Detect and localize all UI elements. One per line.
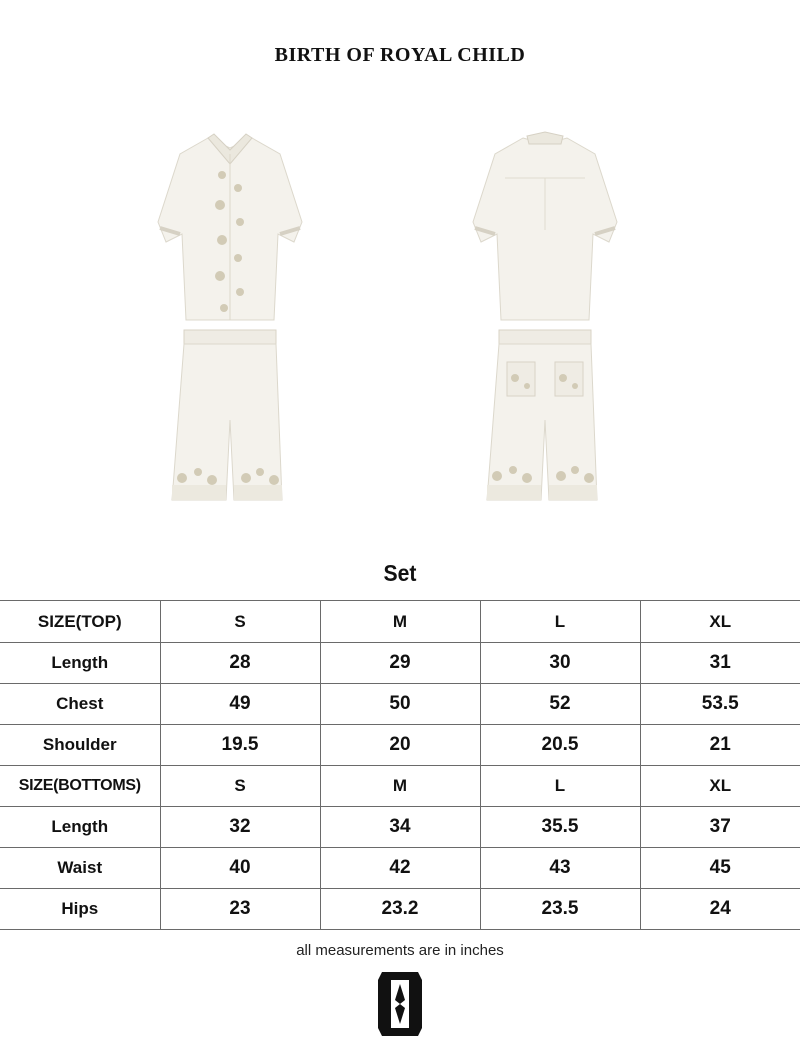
table-cell: 23.5 — [480, 889, 640, 930]
table-cell: 37 — [640, 807, 800, 848]
table-cell: 50 — [320, 684, 480, 725]
table-row — [0, 725, 800, 766]
table-row — [0, 848, 800, 889]
table-cell: 24 — [640, 889, 800, 930]
table-cell: 35.5 — [480, 807, 640, 848]
table-cell: 52 — [480, 684, 640, 725]
table-cell: 34 — [320, 807, 480, 848]
table-cell: 23 — [160, 889, 320, 930]
product-image-back — [465, 130, 625, 515]
measurement-note: all measurements are in inches — [296, 942, 504, 959]
brand-title: BIRTH OF ROYAL CHILD — [274, 44, 526, 66]
table-cell: 20.5 — [480, 725, 640, 766]
table-cell: S — [160, 766, 320, 807]
table-cell: 28 — [160, 643, 320, 684]
table-row — [0, 766, 800, 807]
table-cell: 21 — [640, 725, 800, 766]
table-row — [0, 601, 800, 643]
table-cell: M — [320, 601, 480, 643]
table-cell: Length — [0, 643, 160, 684]
set-title: Set — [383, 560, 417, 586]
table-cell: 32 — [160, 807, 320, 848]
table-cell: 23.2 — [320, 889, 480, 930]
table-cell: 49 — [160, 684, 320, 725]
table-row — [0, 643, 800, 684]
table-cell: Waist — [0, 848, 160, 889]
table-cell: SIZE(TOP) — [0, 601, 160, 643]
table-cell: Shoulder — [0, 725, 160, 766]
table-cell: Length — [0, 807, 160, 848]
table-cell: 53.5 — [640, 684, 800, 725]
table-row — [0, 684, 800, 725]
table-cell: 29 — [320, 643, 480, 684]
table-cell: L — [480, 766, 640, 807]
table-cell: 42 — [320, 848, 480, 889]
table-cell: Hips — [0, 889, 160, 930]
table-cell: XL — [640, 601, 800, 643]
table-cell: 40 — [160, 848, 320, 889]
size-table — [0, 600, 800, 930]
table-cell: L — [480, 601, 640, 643]
brand-logo-icon — [376, 970, 424, 1038]
table-cell: 19.5 — [160, 725, 320, 766]
table-cell: XL — [640, 766, 800, 807]
table-cell: 43 — [480, 848, 640, 889]
table-cell: S — [160, 601, 320, 643]
table-cell: 20 — [320, 725, 480, 766]
table-cell: 31 — [640, 643, 800, 684]
table-cell: SIZE(BOTTOMS) — [0, 766, 160, 807]
table-cell: 30 — [480, 643, 640, 684]
table-cell: Chest — [0, 684, 160, 725]
product-image-front — [150, 130, 310, 515]
table-cell: 45 — [640, 848, 800, 889]
table-cell: M — [320, 766, 480, 807]
table-row — [0, 889, 800, 930]
table-row — [0, 807, 800, 848]
